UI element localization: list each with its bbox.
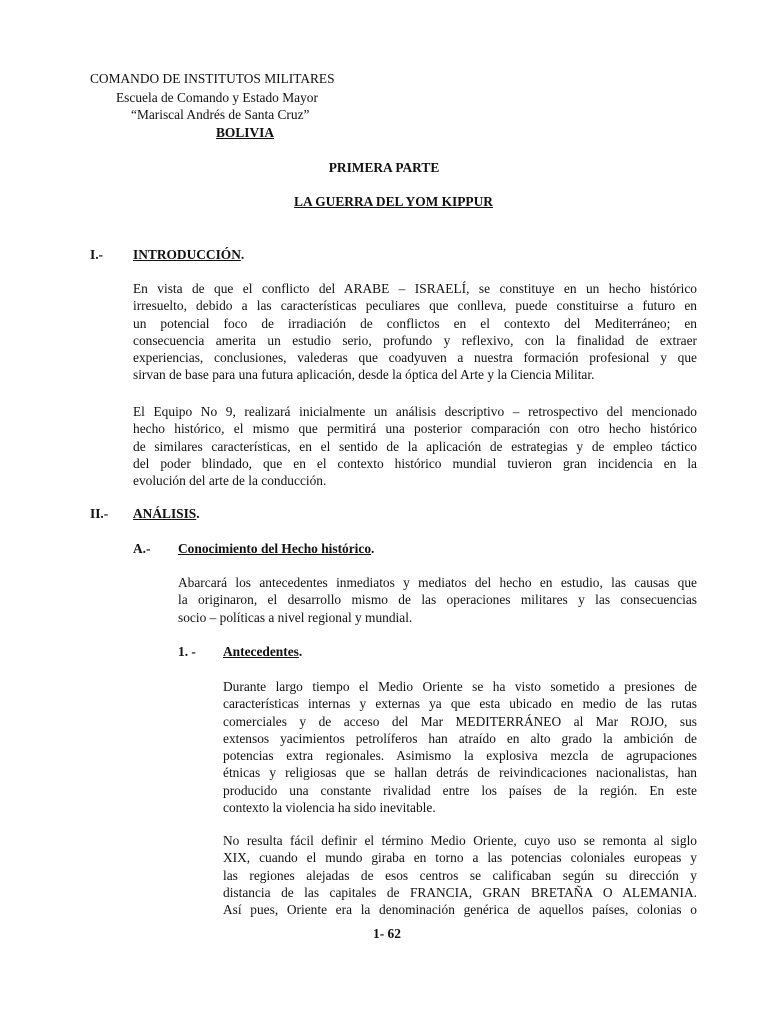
text-line: de similares características, en el sentido de la aplicación de estrategias y de empleo táctico [133, 438, 697, 454]
part-title: PRIMERA PARTE [328, 160, 440, 175]
text-line: consecuencia amerita un estudio serio, profundo y reflexivo, con la finalidad de extraer [133, 332, 697, 348]
text-line: características internas y externas ya que esta ubicado en medio de las rutas [223, 696, 697, 712]
text-line: producido una constante rivalidad entre los países de la región. En este [223, 782, 697, 798]
school-name: Escuela de Comando y Estado Mayor [116, 90, 318, 105]
section-heading-text: ANÁLISIS [133, 506, 197, 521]
text-line: hecho histórico, el mismo que permitirá una posterior comparación con otro hecho histórico [133, 421, 697, 437]
heading-period: . [196, 506, 200, 521]
text-line: un potencial foco de irradiación de conflictos en el contexto del Mediterráneo; en [133, 315, 697, 331]
paragraph-antecedentes-1 [223, 678, 697, 816]
text-line: socio – políticas a nivel regional y mundial. [178, 609, 413, 625]
text-line: El Equipo No 9, realizará inicialmente un análisis descriptivo – retrospectivo del mencionado [133, 404, 697, 419]
text-line: evolución del arte de la conducción. [133, 473, 327, 489]
text-line: irresuelto, debido a las características peculiares que conlleva, puede constituirse a futuro en [133, 298, 697, 314]
text-line: potencias extra regionales. Asimismo la explosiva mezcla de agrupaciones [223, 748, 697, 764]
subsection-number: A.- [133, 541, 151, 556]
text-line: contexto la violencia ha sido inevitable. [223, 800, 436, 816]
text-line: No resulta fácil definir el término Medio Oriente, cuyo uso se remonta al siglo [223, 833, 697, 848]
text-line: comerciales y de acceso del Mar MEDITERRÁNEO al Mar ROJO, sus [223, 713, 697, 729]
text-line: del poder blindado, que en el contexto histórico mundial tuvieron gran incidencia en la [133, 455, 697, 471]
heading-period: . [240, 247, 245, 262]
text-line: sirvan de base para una futura aplicación, desde la óptica del Arte y la Ciencia Militar. [133, 367, 595, 383]
country-name: BOLIVIA [216, 125, 275, 140]
school-subtitle: “Mariscal Andrés de Santa Cruz” [131, 107, 310, 122]
text-line: Durante largo tiempo el Medio Oriente se ha visto sometido a presiones de [223, 679, 697, 694]
text-line: XIX, cuando el mundo giraba en torno a las potencias coloniales europeas y [223, 850, 697, 866]
paragraph-intro-1 [133, 280, 697, 384]
text-line: distancia de las capitales de FRANCIA, GRAN BRETAÑA O ALEMANIA. [223, 884, 697, 900]
subsection-heading [178, 540, 374, 557]
text-line: Abarcará los antecedentes inmediatos y mediatos del hecho en estudio, las causas que [178, 575, 697, 590]
section-heading [133, 246, 244, 263]
text-line: Así pues, Oriente era la denominación genérica de aquellos países, colonias o [223, 902, 697, 918]
subsection-heading [223, 643, 302, 660]
subsection-heading-text: Conocimiento del Hecho histórico [178, 541, 372, 556]
text-line: étnicas y religiosas que se hallan detrás de reivindicaciones nacionalistas, han [223, 765, 697, 781]
document-title: LA GUERRA DEL YOM KIPPUR [294, 194, 493, 209]
subsection-heading-text: Antecedentes [223, 644, 299, 659]
paragraph-intro-2 [133, 403, 697, 489]
institution-name: COMANDO DE INSTITUTOS MILITARES [90, 71, 335, 86]
text-line: En vista de que el conflicto del ARABE – ISRAELÍ, se constituye en un hecho histórico [133, 281, 697, 296]
section-number: I.- [90, 247, 104, 262]
heading-period: . [298, 644, 303, 659]
text-line: extensos yacimientos petrolíferos han atraído en alto grado la ambición de [223, 730, 697, 746]
text-line: las regiones alejadas de esos centros se calificaban según su dirección y [223, 867, 697, 883]
text-line: experiencias, conclusiones, valederas que coadyuven a nuestra formación profesional y que [133, 350, 697, 366]
section-heading [133, 505, 200, 522]
subsection-number: 1. - [178, 644, 196, 659]
paragraph-analisis-a [178, 574, 697, 626]
text-line: la originaron, el desarrollo mismo de las operaciones militares y las consecuencias [178, 592, 697, 608]
page-number: 1- 62 [373, 926, 401, 941]
section-heading-text: INTRODUCCIÓN [133, 247, 241, 262]
section-number: II.- [90, 506, 109, 521]
heading-period: . [371, 541, 375, 556]
paragraph-antecedentes-2 [223, 832, 697, 918]
